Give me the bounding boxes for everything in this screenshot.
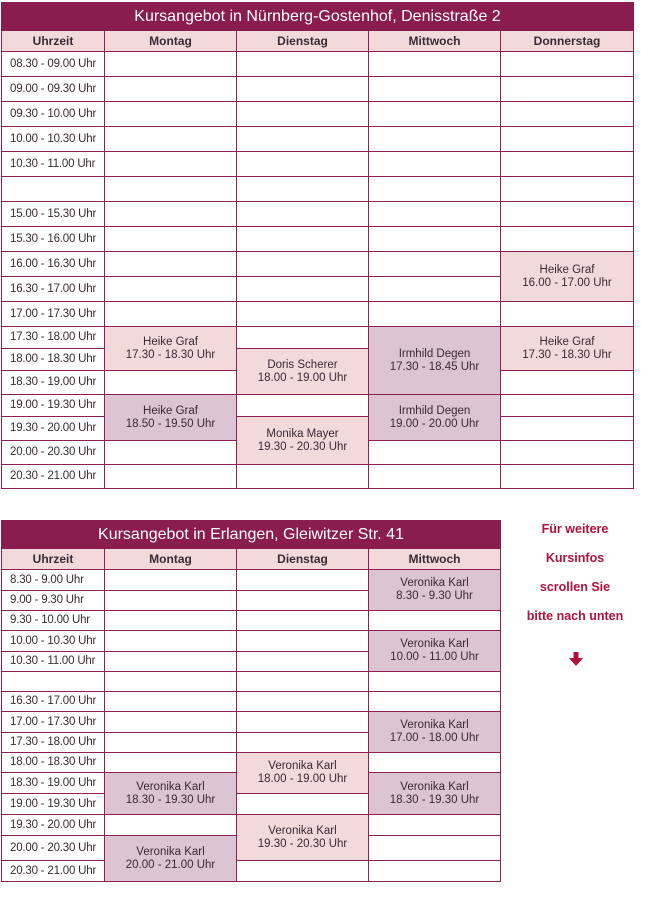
table-row xyxy=(2,815,501,836)
empty-cell xyxy=(105,652,237,672)
time-cell: 15.00 - 15.30 Uhr xyxy=(2,202,105,227)
empty-cell xyxy=(105,127,237,152)
course-cell xyxy=(105,836,237,882)
course-cell xyxy=(105,327,237,371)
empty-cell xyxy=(105,227,237,252)
empty-cell xyxy=(105,102,237,127)
time-cell xyxy=(2,672,105,692)
empty-cell xyxy=(369,202,501,227)
time-cell: 18.00 - 18.30 Uhr xyxy=(2,349,105,371)
course-time: 19.30 - 20.30 Uhr xyxy=(257,837,348,850)
time-cell: 17.30 - 18.00 Uhr xyxy=(2,327,105,349)
scroll-hint-line: Für weitere xyxy=(541,522,609,536)
empty-cell xyxy=(501,202,634,227)
empty-cell xyxy=(237,570,369,591)
course-instructor: Heike Graf xyxy=(539,335,595,348)
empty-cell xyxy=(369,692,501,712)
time-cell: 9.00 - 9.30 Uhr xyxy=(2,591,105,611)
table-row xyxy=(2,712,501,733)
table-row xyxy=(2,52,634,77)
empty-cell xyxy=(105,672,237,692)
empty-cell xyxy=(237,672,369,692)
table-row xyxy=(2,302,634,327)
course-instructor: Veronika Karl xyxy=(268,824,337,837)
empty-cell xyxy=(237,591,369,611)
column-header-monday: Montag xyxy=(105,549,237,570)
table-row xyxy=(2,631,501,652)
time-cell: 20.00 - 20.30 Uhr xyxy=(2,441,105,465)
course-instructor: Veronika Karl xyxy=(400,719,469,731)
course-cell xyxy=(369,395,501,441)
course-time: 18.30 - 19.30 Uhr xyxy=(125,793,216,806)
empty-cell xyxy=(237,252,369,277)
empty-cell xyxy=(105,753,237,773)
empty-cell xyxy=(237,152,369,177)
course-time: 20.00 - 21.00 Uhr xyxy=(125,858,216,871)
empty-cell xyxy=(105,692,237,712)
empty-cell xyxy=(369,102,501,127)
empty-cell xyxy=(105,177,237,202)
course-time: 17.00 - 18.00 Uhr xyxy=(389,732,480,744)
course-cell xyxy=(501,252,634,302)
empty-cell xyxy=(105,302,237,327)
empty-cell xyxy=(369,77,501,102)
empty-cell xyxy=(501,302,634,327)
empty-cell xyxy=(237,631,369,652)
empty-cell xyxy=(237,861,369,882)
course-cell xyxy=(237,417,369,465)
course-cell xyxy=(369,570,501,611)
time-cell: 18.30 - 19.00 Uhr xyxy=(2,371,105,395)
table-row xyxy=(2,611,501,631)
column-header-thursday: Donnerstag xyxy=(501,31,634,52)
course-instructor: Heike Graf xyxy=(539,263,595,276)
empty-cell xyxy=(237,733,369,753)
table-row xyxy=(2,77,634,102)
course-instructor: Irmhild Degen xyxy=(398,404,471,417)
time-cell: 16.30 - 17.00 Uhr xyxy=(2,277,105,302)
table-row xyxy=(2,102,634,127)
empty-cell xyxy=(237,395,369,417)
time-cell: 18.00 - 18.30 Uhr xyxy=(2,753,105,773)
table-row xyxy=(2,252,634,277)
time-cell: 20.00 - 20.30 Uhr xyxy=(2,836,105,861)
time-cell: 09.00 - 09.30 Uhr xyxy=(2,77,105,102)
table-row xyxy=(2,417,634,441)
empty-cell xyxy=(237,712,369,733)
course-instructor: Veronika Karl xyxy=(400,638,469,650)
time-cell: 09.30 - 10.00 Uhr xyxy=(2,102,105,127)
course-time: 18.00 - 19.00 Uhr xyxy=(257,371,348,384)
empty-cell xyxy=(369,227,501,252)
empty-cell xyxy=(237,465,369,489)
course-instructor: Heike Graf xyxy=(143,404,198,417)
column-header-wednesday: Mittwoch xyxy=(369,31,501,52)
table-row xyxy=(2,152,634,177)
table-title: Kursangebot in Nürnberg-Gostenhof, Denisstraße 2 xyxy=(2,3,634,31)
table-row xyxy=(2,861,501,882)
empty-cell xyxy=(501,52,634,77)
course-time: 17.30 - 18.30 Uhr xyxy=(522,348,612,361)
empty-cell xyxy=(369,465,501,489)
course-cell xyxy=(105,773,237,815)
schedule-table-erlangen xyxy=(1,520,501,882)
empty-cell xyxy=(105,202,237,227)
scroll-hint-line: bitte nach unten xyxy=(526,609,624,623)
empty-cell xyxy=(501,127,634,152)
course-time: 18.50 - 19.50 Uhr xyxy=(125,417,216,430)
course-time: 8.30 - 9.30 Uhr xyxy=(396,590,473,602)
empty-cell xyxy=(105,52,237,77)
time-cell: 20.30 - 21.00 Uhr xyxy=(2,861,105,882)
separator-row xyxy=(2,177,634,202)
time-cell: 17.30 - 18.00 Uhr xyxy=(2,733,105,753)
course-time: 19.30 - 20.30 Uhr xyxy=(257,440,348,453)
course-cell xyxy=(237,349,369,395)
time-cell: 20.30 - 21.00 Uhr xyxy=(2,465,105,489)
course-cell xyxy=(369,631,501,672)
course-instructor: Heike Graf xyxy=(143,335,198,348)
course-time: 18.30 - 19.30 Uhr xyxy=(389,793,480,806)
empty-cell xyxy=(237,652,369,672)
empty-cell xyxy=(105,591,237,611)
empty-cell xyxy=(237,77,369,102)
empty-cell xyxy=(369,277,501,302)
time-cell: 10.30 - 11.00 Uhr xyxy=(2,652,105,672)
time-cell: 8.30 - 9.00 Uhr xyxy=(2,570,105,591)
time-cell: 19.30 - 20.00 Uhr xyxy=(2,417,105,441)
empty-cell xyxy=(501,152,634,177)
time-cell xyxy=(2,177,105,202)
empty-cell xyxy=(369,152,501,177)
time-cell: 10.00 - 10.30 Uhr xyxy=(2,127,105,152)
column-header-time: Uhrzeit xyxy=(2,31,105,52)
course-cell xyxy=(237,753,369,794)
empty-cell xyxy=(105,733,237,753)
time-cell: 9.30 - 10.00 Uhr xyxy=(2,611,105,631)
course-cell xyxy=(237,815,369,861)
time-cell: 18.30 - 19.00 Uhr xyxy=(2,773,105,794)
course-instructor: Veronika Karl xyxy=(268,760,337,772)
course-cell xyxy=(105,395,237,441)
time-cell: 08.30 - 09.00 Uhr xyxy=(2,52,105,77)
time-cell: 10.00 - 10.30 Uhr xyxy=(2,631,105,652)
empty-cell xyxy=(105,371,237,395)
arrow-down-icon xyxy=(565,650,587,670)
course-instructor: Veronika Karl xyxy=(136,780,205,793)
table-row xyxy=(2,327,634,349)
column-header-time: Uhrzeit xyxy=(2,549,105,570)
empty-cell xyxy=(237,227,369,252)
course-instructor: Veronika Karl xyxy=(400,577,469,589)
table-row xyxy=(2,127,634,152)
empty-cell xyxy=(501,371,634,395)
course-instructor: Veronika Karl xyxy=(136,845,205,858)
table-row xyxy=(2,570,501,591)
empty-cell xyxy=(369,302,501,327)
table-row xyxy=(2,227,634,252)
empty-cell xyxy=(105,252,237,277)
time-cell: 16.00 - 16.30 Uhr xyxy=(2,252,105,277)
column-header-wednesday: Mittwoch xyxy=(369,549,501,570)
time-cell: 16.30 - 17.00 Uhr xyxy=(2,692,105,712)
column-header-monday: Montag xyxy=(105,31,237,52)
scroll-hint xyxy=(520,518,630,634)
empty-cell xyxy=(369,815,501,836)
table-row xyxy=(2,753,501,773)
course-time: 17.30 - 18.30 Uhr xyxy=(125,348,216,361)
empty-cell xyxy=(501,177,634,202)
empty-cell xyxy=(105,465,237,489)
empty-cell xyxy=(237,277,369,302)
time-cell: 17.00 - 17.30 Uhr xyxy=(2,302,105,327)
course-cell xyxy=(369,327,501,395)
empty-cell xyxy=(501,227,634,252)
course-instructor: Doris Scherer xyxy=(267,358,338,371)
time-cell: 17.00 - 17.30 Uhr xyxy=(2,712,105,733)
empty-cell xyxy=(105,152,237,177)
empty-cell xyxy=(369,252,501,277)
empty-cell xyxy=(105,441,237,465)
empty-cell xyxy=(369,127,501,152)
empty-cell xyxy=(501,465,634,489)
course-cell xyxy=(501,327,634,371)
empty-cell xyxy=(237,692,369,712)
empty-cell xyxy=(237,127,369,152)
empty-cell xyxy=(105,77,237,102)
course-cell xyxy=(369,773,501,815)
table-title: Kursangebot in Erlangen, Gleiwitzer Str. 41 xyxy=(2,521,501,549)
empty-cell xyxy=(501,441,634,465)
empty-cell xyxy=(237,202,369,227)
time-cell: 15.30 - 16.00 Uhr xyxy=(2,227,105,252)
scroll-hint-line: scrollen Sie xyxy=(539,580,611,594)
empty-cell xyxy=(237,302,369,327)
empty-cell xyxy=(369,861,501,882)
empty-cell xyxy=(369,836,501,861)
empty-cell xyxy=(369,672,501,692)
course-time: 18.00 - 19.00 Uhr xyxy=(257,773,348,785)
time-cell: 19.00 - 19.30 Uhr xyxy=(2,395,105,417)
empty-cell xyxy=(369,177,501,202)
course-cell xyxy=(369,712,501,753)
empty-cell xyxy=(501,102,634,127)
table-row xyxy=(2,465,634,489)
empty-cell xyxy=(237,102,369,127)
empty-cell xyxy=(105,712,237,733)
table-row xyxy=(2,202,634,227)
time-cell: 19.30 - 20.00 Uhr xyxy=(2,815,105,836)
course-instructor: Veronika Karl xyxy=(400,780,469,793)
time-cell: 19.00 - 19.30 Uhr xyxy=(2,794,105,815)
empty-cell xyxy=(237,794,369,815)
empty-cell xyxy=(105,631,237,652)
empty-cell xyxy=(105,815,237,836)
table-row xyxy=(2,395,634,417)
empty-cell xyxy=(237,327,369,349)
course-instructor: Irmhild Degen xyxy=(398,347,471,360)
empty-cell xyxy=(105,611,237,631)
column-header-tuesday: Dienstag xyxy=(237,31,369,52)
scroll-hint-line: Kursinfos xyxy=(545,551,605,565)
empty-cell xyxy=(501,417,634,441)
empty-cell xyxy=(237,52,369,77)
empty-cell xyxy=(369,611,501,631)
empty-cell xyxy=(369,441,501,465)
empty-cell xyxy=(105,277,237,302)
column-header-tuesday: Dienstag xyxy=(237,549,369,570)
empty-cell xyxy=(369,753,501,773)
table-row xyxy=(2,692,501,712)
empty-cell xyxy=(369,52,501,77)
empty-cell xyxy=(501,77,634,102)
empty-cell xyxy=(237,177,369,202)
course-time: 19.00 - 20.00 Uhr xyxy=(389,417,480,430)
empty-cell xyxy=(105,570,237,591)
empty-cell xyxy=(237,611,369,631)
course-time: 17.30 - 18.45 Uhr xyxy=(389,360,480,373)
course-instructor: Monika Mayer xyxy=(266,427,339,440)
schedule-table-nuernberg xyxy=(1,2,634,489)
course-time: 10.00 - 11.00 Uhr xyxy=(390,651,479,663)
time-cell: 10.30 - 11.00 Uhr xyxy=(2,152,105,177)
separator-row xyxy=(2,672,501,692)
course-time: 16.00 - 17.00 Uhr xyxy=(522,276,612,289)
empty-cell xyxy=(501,395,634,417)
